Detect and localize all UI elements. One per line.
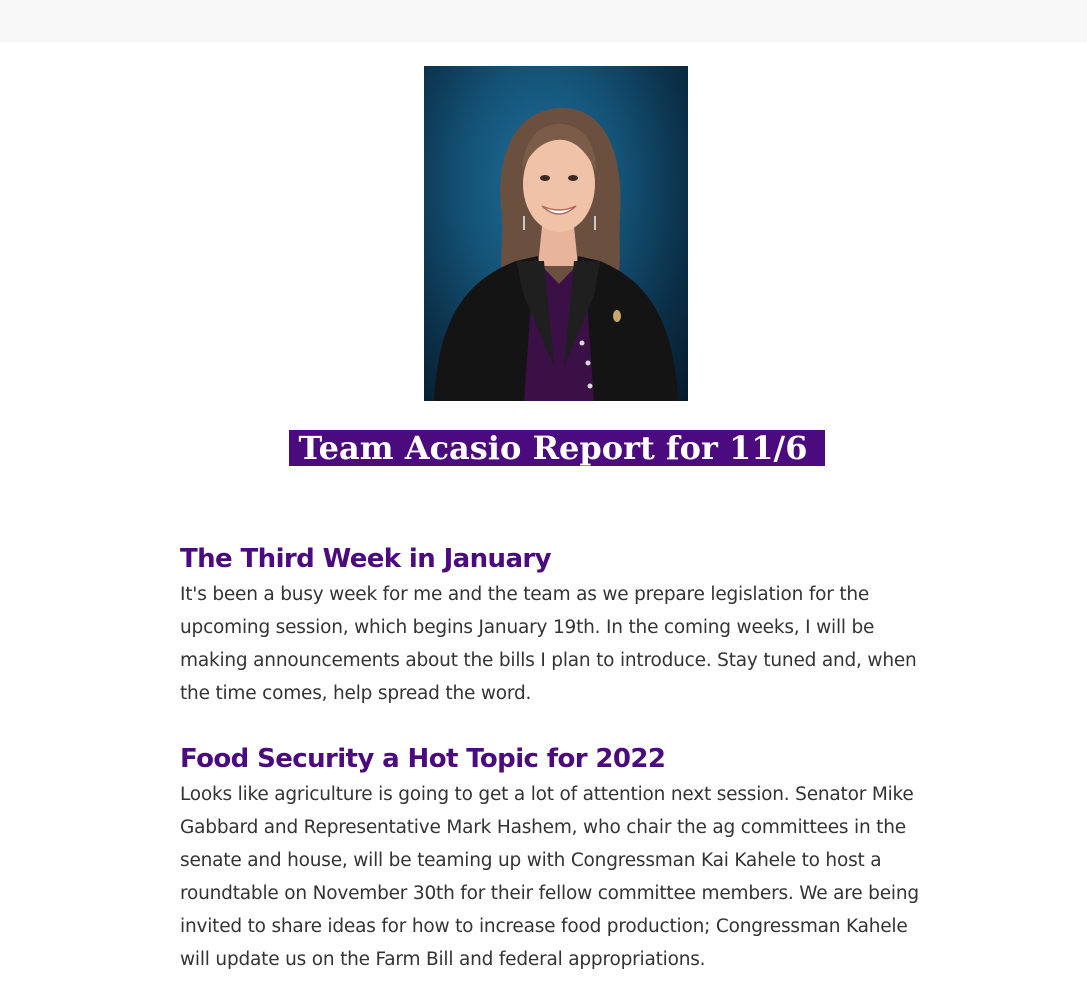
section-third-week — [180, 540, 940, 710]
title-wrapper — [0, 430, 1087, 466]
section-body: Looks like agriculture is going to get a lot of attention next session. Senator Mike Gabbard and Representative Mark Hashem, who chair the ag committees in the senate and house, will be teaming up with Congressman Kai Kahele to host a roundtable on November 30th for their fellow committee members. We are being invited to share ideas for how to increase food production; Congressman Kahele will update us on the Farm Bill and federal appropriations. — [180, 784, 919, 970]
section-heading: Food Security a Hot Topic for 2022 — [180, 744, 666, 774]
section-body: It's been a busy week for me and the team as we prepare legislation for the upcoming session, which begins January 19th. In the coming weeks, I will be making announcements about the bills I plan to introduce. Stay tuned and, when the time comes, help spread the word. — [180, 584, 917, 704]
page-title: Team Acasio Report for 11/6 — [289, 430, 826, 466]
portrait-photo — [424, 66, 688, 401]
section-heading: The Third Week in January — [180, 544, 551, 574]
newsletter-content — [180, 540, 940, 976]
section-food-security — [180, 740, 940, 976]
top-bar — [0, 0, 1087, 42]
